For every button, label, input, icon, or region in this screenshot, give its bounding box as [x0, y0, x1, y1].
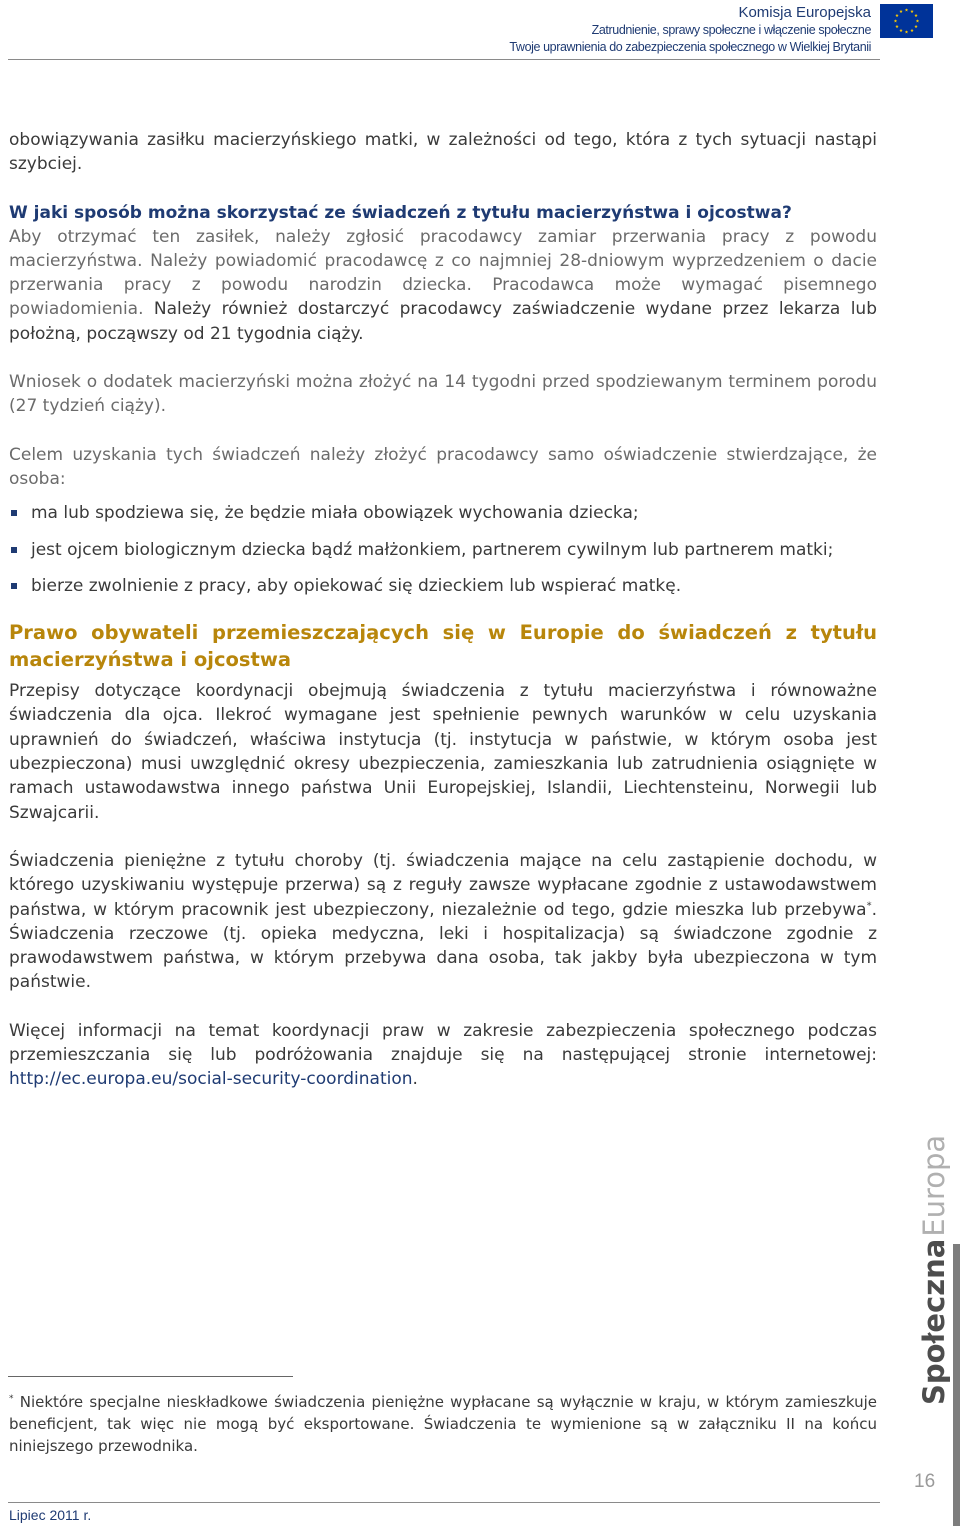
- list-item: [9, 538, 877, 562]
- list-item: [9, 574, 877, 598]
- section-p3-text-a: Więcej informacji na temat koordynacji praw w zakresie zabezpieczenia społecznego podczas przemieszczania się lub podróżowania znajduje się na następującej stronie internetowej:: [9, 1020, 877, 1066]
- footnote-divider: [8, 1376, 293, 1377]
- page-number: 16: [914, 1471, 936, 1492]
- spoleczna-europa-logo: [916, 1122, 952, 1405]
- header-org: Komisja Europejska: [738, 4, 871, 21]
- header-text-block: [509, 4, 871, 56]
- section-p3-text-b: .: [412, 1069, 418, 1090]
- claim-paragraph-3: Celem uzyskania tych świadczeń należy złożyć pracodawcy samo oświadczenie stwierdzające, że osoba:: [9, 444, 877, 489]
- conditions-list: [9, 501, 877, 598]
- eu-flag-icon: [880, 4, 933, 38]
- list-item: [9, 501, 877, 525]
- svg-text:SpołecznaEuropa: [917, 1135, 951, 1405]
- footer-divider: [8, 1502, 880, 1503]
- bullet-square-icon: [11, 547, 17, 553]
- section-p2-text-b: . Świadczenia rzeczowe (tj. opieka medyczna, leki i hospitalizacja) są świadczone zgodnie z prawodawstwem państwa, w którym przebywa dana osoba, tak jakby była ubezpieczona w tym państwie.: [9, 899, 877, 993]
- brand-light-text: Europa: [917, 1134, 951, 1237]
- list-item-text: jest ojcem biologicznym dziecka bądź małżonkiem, partnerem cywilnym lub partnerem matki;: [31, 539, 834, 560]
- bullet-square-icon: [11, 510, 17, 516]
- section-heading: Prawo obywateli przemieszczających się w Europie do świadczeń z tytułu macierzyństwa i ojcostwa: [9, 621, 877, 672]
- section-p2-text-a: Świadczenia pieniężne z tytułu choroby (tj. świadczenia mające na celu zastąpienie dochodu, w którego uzyskiwaniu występuje przerwa) są z reguły zawsze wypłacane zgodnie z ustawodawstwem państwa, w którym pracownik jest ubezpieczony, niezależnie od tego, gdzie mieszka lub przebywa: [9, 850, 877, 920]
- header-guide-title: Twoje uprawnienia do zabezpieczenia społecznego w Wielkiej Brytanii: [509, 40, 871, 54]
- claim-heading: W jaki sposób można skorzystać ze świadczeń z tytułu macierzyństwa i ojcostwa?: [9, 202, 792, 223]
- section-paragraph-2: [9, 849, 877, 995]
- section-paragraph-3: [9, 1019, 877, 1092]
- claim-paragraph-2: Wniosek o dodatek macierzyński można złożyć na 14 tygodni przed spodziewanym terminem porodu (27 tydzień ciąży).: [9, 372, 877, 417]
- lead-paragraph: obowiązywania zasiłku macierzyńskiego matki, w zależności od tego, która z tych sytuacji nastąpi szybciej.: [9, 130, 877, 175]
- claim-paragraph-1: [9, 225, 877, 346]
- footnote-reference[interactable]: *: [866, 899, 872, 911]
- list-item-text: ma lub spodziewa się, że będzie miała obowiązek wychowania dziecka;: [31, 503, 639, 524]
- footnote-mark: *: [9, 1394, 14, 1404]
- footer-date: Lipiec 2011 r.: [9, 1507, 92, 1523]
- header-dg: Zatrudnienie, sprawy społeczne i włączenie społeczne: [591, 23, 871, 37]
- section-paragraph-1: Przepisy dotyczące koordynacji obejmują świadczenia z tytułu macierzyństwa i równoważne świadczenia dla ojca. Ilekroć wymagane jest spełnienie pewnych warunków w celu uzyskania uprawnień do świadczeń, właściwa instytucja (tj. instytucja w państwie, w którym osoba jest ubezpieczona) musi uwzględnić okresy ubezpieczenia, zamieszkania lub zatrudnienia osiągnięte w ramach ustawodawstwa innego państwa Unii Europejskiej, Islandii, Liechtensteinu, Norwegii lub Szwajcarii.: [9, 681, 877, 823]
- claim-text-b: Należy powiadomić pracodawcę z co najmniej 28-dniowym wyprzedzeniem o dacie przerwania pracy z powodu narodzin dziecka.: [9, 250, 878, 296]
- list-item-text: bierze zwolnienie z pracy, aby opiekować się dzieckiem lub wspierać matkę.: [31, 575, 682, 596]
- brand-side-bar: [953, 1244, 960, 1526]
- footnote-text: Niektóre specjalne nieskładkowe świadczenia pieniężne wypłacane są wyłącznie w kraju, w którym zamieszkuje beneficjent, tak więc nie mogą być eksportowane. Świadczenia te wymienione są w załączniku II na końcu niniejszego przewodnika.: [9, 1393, 877, 1455]
- bullet-square-icon: [11, 583, 17, 589]
- page-content: [9, 128, 877, 1092]
- claim-text-c: Pracodawca może wymagać pisemnego powiadomienia.: [9, 275, 877, 320]
- header-divider: [8, 59, 880, 60]
- coordination-link[interactable]: http://ec.europa.eu/social-security-coordination: [9, 1069, 413, 1090]
- claim-text-d: Należy również dostarczyć pracodawcy zaświadczenie wydane przez lekarza lub położną, począwszy od 21 tygodnia ciąży.: [9, 299, 877, 344]
- claim-text-a: Aby otrzymać ten zasiłek, należy zgłosić pracodawcy zamiar przerwania pracy z powodu macierzyństwa.: [9, 226, 877, 271]
- brand-bold-text: Społeczna: [917, 1238, 951, 1405]
- footnote: [9, 1391, 877, 1457]
